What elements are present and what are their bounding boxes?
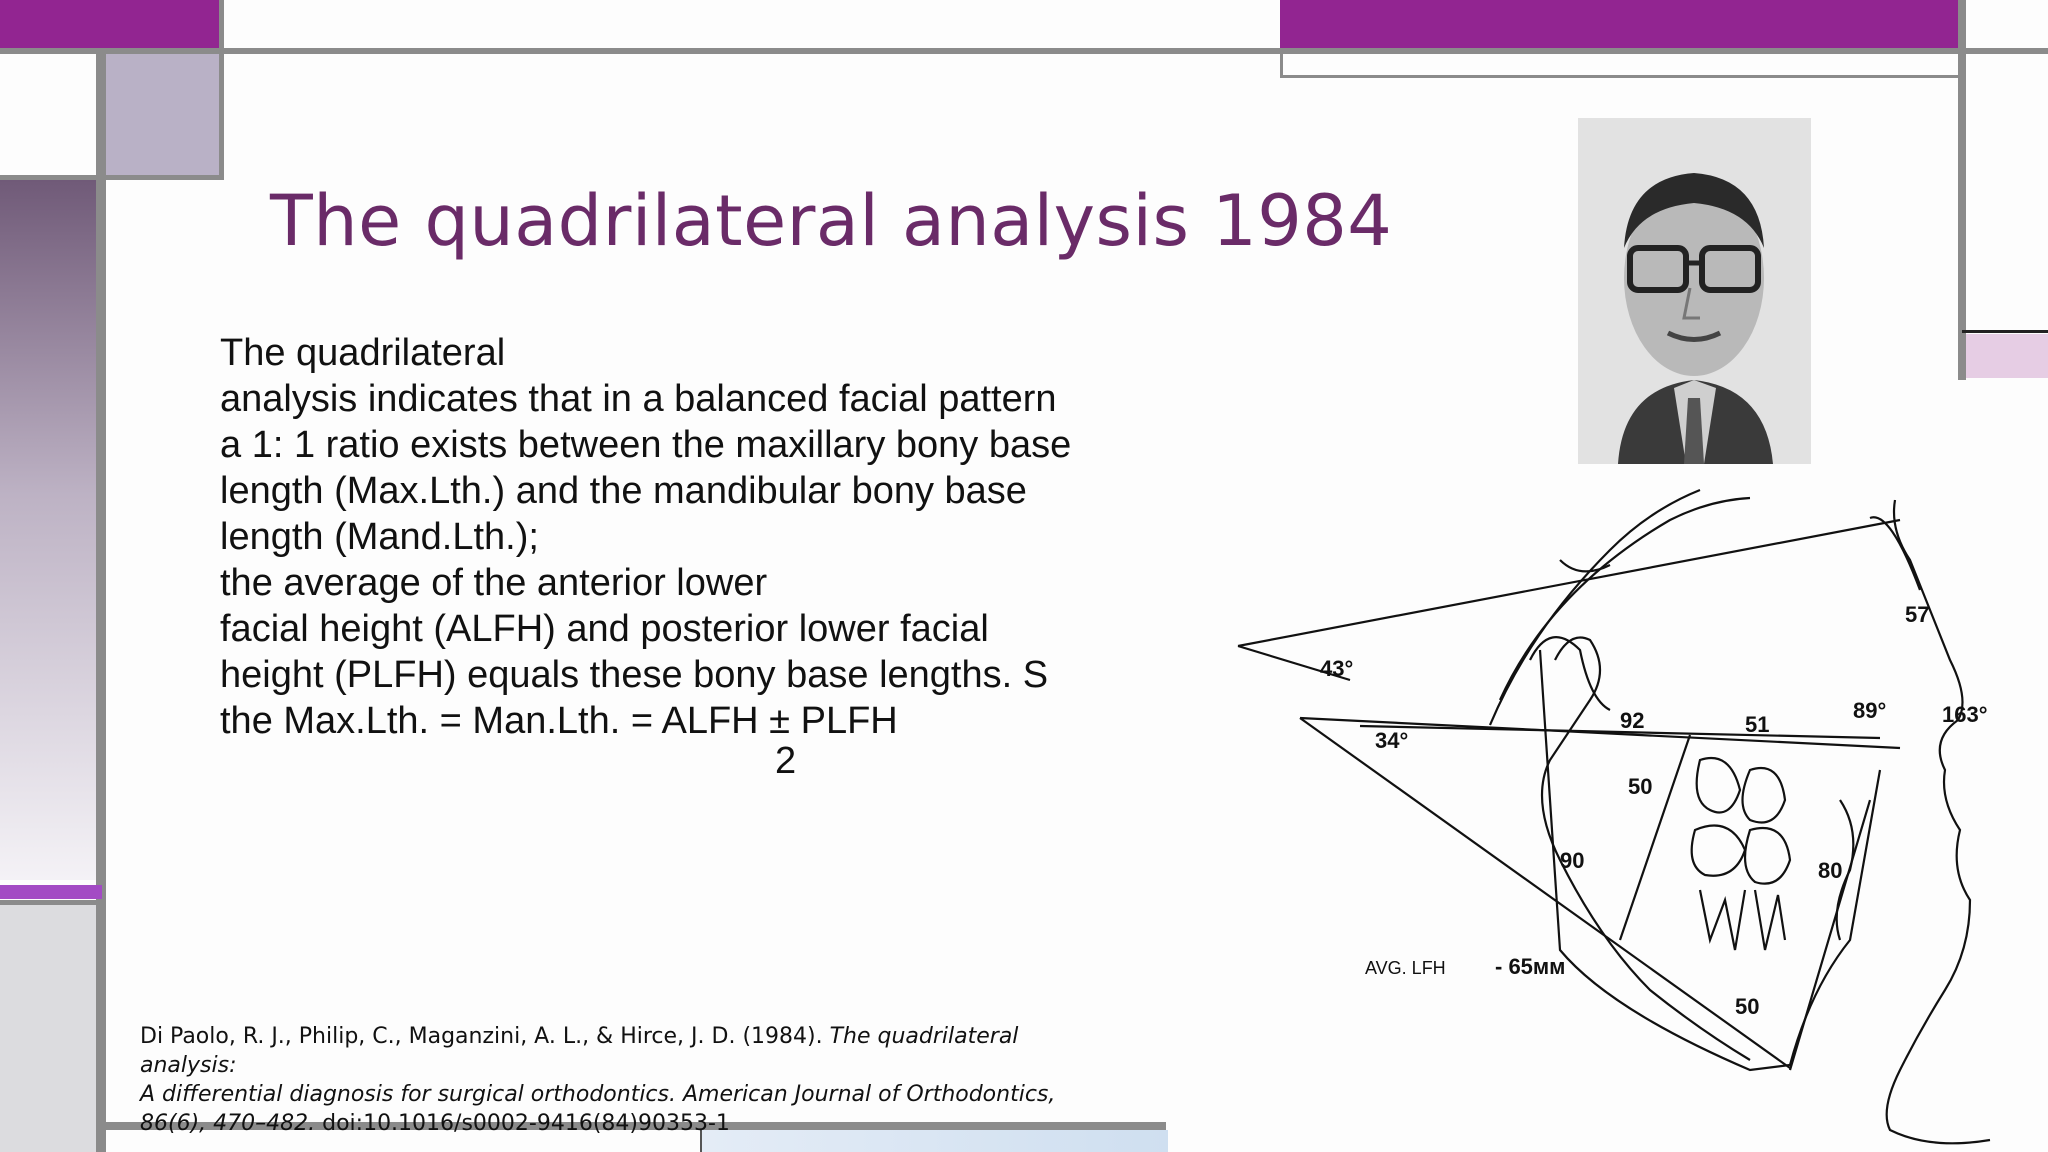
left-gradient-strip <box>0 180 96 880</box>
top-right-purple-band <box>1280 0 1960 50</box>
avg-lfh-label: AVG. LFH <box>1365 958 1446 978</box>
cephalometric-diagram <box>1230 470 2048 1152</box>
body-line: length (Max.Lth.) and the mandibular bony base <box>220 470 1027 512</box>
top-left-lilac-square <box>106 54 222 176</box>
right-pink-block <box>1966 334 2048 378</box>
right-frame-line <box>1958 0 1966 380</box>
body-line: the average of the anterior lower <box>220 562 768 604</box>
top-left-purple-band <box>0 0 220 50</box>
body-line: facial height (ALFH) and posterior lower facial <box>220 608 989 650</box>
angle-label: 34° <box>1375 728 1409 753</box>
angle-label: 163° <box>1942 702 1988 727</box>
formula-denominator: 2 <box>775 740 797 782</box>
portrait-drawing <box>1578 118 1811 464</box>
sn-line <box>1238 520 1900 646</box>
citation-authors: Di Paolo, R. J., Philip, C., Maganzini, A. L., & Hirce, J. D. (1984). <box>140 1024 830 1049</box>
citation-doi: doi:10.1016/s0002-9416(84)90353-1 <box>315 1111 730 1136</box>
top-right-frame-line <box>1280 48 2048 54</box>
angle-label: 51 <box>1745 712 1770 737</box>
left-bottom-gray-block <box>0 905 96 1152</box>
angle-label: 50 <box>1735 994 1760 1019</box>
top-right-thin-line-2 <box>1280 75 1960 78</box>
slide-title: The quadrilateral analysis 1984 <box>270 180 1393 262</box>
left-frame-line <box>96 50 106 1152</box>
body-line: The quadrilateral <box>220 332 506 374</box>
citation <box>140 1022 1100 1138</box>
angle-label: 80 <box>1818 858 1843 883</box>
citation-title: The quadrilateral analysis: <box>140 1024 1019 1078</box>
top-right-thin-line <box>1280 50 1283 78</box>
angle-label: 89° <box>1853 698 1887 723</box>
body-line: height (PLFH) equals these bony base lengths. S <box>220 654 1049 696</box>
angle-label: 90 <box>1560 848 1585 873</box>
angle-label: 92 <box>1620 708 1645 733</box>
top-left-square-border-bottom <box>106 175 224 180</box>
body-line: analysis indicates that in a balanced facial pattern <box>220 378 1057 420</box>
angle-label: 57 <box>1905 602 1930 627</box>
citation-volume: 86(6), 470–482. <box>140 1111 316 1136</box>
author-portrait <box>1578 118 1811 464</box>
angle-label: 43° <box>1320 656 1354 681</box>
angle-labels <box>1320 602 1988 1019</box>
body-paragraph <box>220 330 1120 744</box>
body-line: the Max.Lth. = Man.Lth. = ALFH ± PLFH <box>220 700 898 742</box>
left-purple-accent <box>0 885 102 899</box>
citation-journal: A differential diagnosis for surgical orthodontics. American Journal of Orthodontics, <box>140 1082 1056 1107</box>
right-black-line <box>1962 330 2048 333</box>
body-line: length (Mand.Lth.); <box>220 516 539 558</box>
body-line: a 1: 1 ratio exists between the maxillary bony base <box>220 424 1072 466</box>
avg-lfh-value: - 65мм <box>1495 954 1566 979</box>
angle-label: 50 <box>1628 774 1653 799</box>
top-left-square-border-right <box>219 0 224 180</box>
